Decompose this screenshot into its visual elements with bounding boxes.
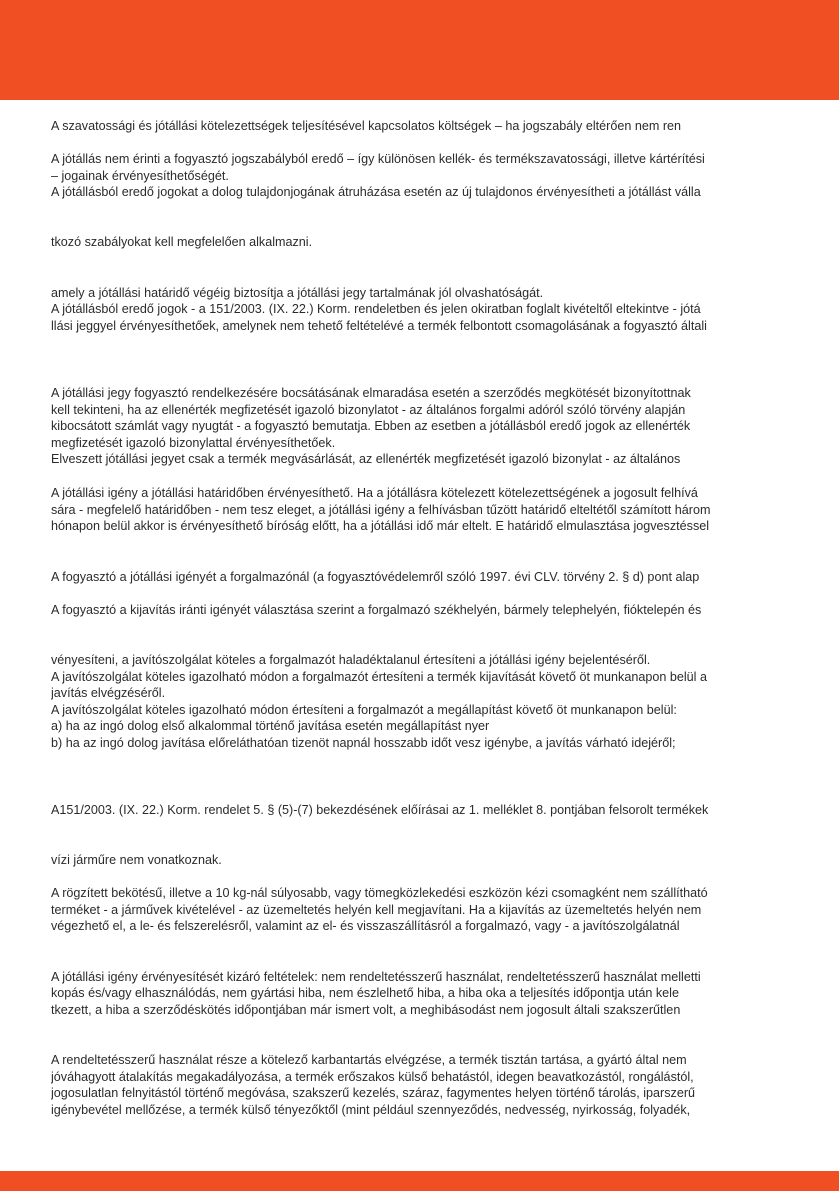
text-line: A jótállásból eredő jogok - a 151/2003. (IX. 22.) Korm. rendeletben és jelen okiratban foglalt kivételtől eltekintve - jótá [51,302,701,316]
text-line: A jótállási igény a jótállási határidőben érvényesíthető. Ha a jótállásra kötelezett kötelezettségének a jogosult felhívá [51,486,698,500]
text-line: A javítószolgálat köteles igazolható módon a forgalmazót értesíteni a termék kijavítását követő öt munkanapon belül a [51,670,707,684]
text-line: – jogainak érvényesíthetőségét. [51,169,229,183]
text-line: A jótállási igény érvényesítését kizáró feltételek: nem rendeltetésszerű használat, rendeltetésszerű használat melletti [51,970,701,984]
text-line: amely a jótállási határidő végéig biztosítja a jótállási jegy tartalmának jól olvashatóságát. [51,286,544,300]
text-line: vényesíteni, a javítószolgálat köteles a forgalmazót haladéktalanul értesíteni a jótállási igény bejelentéséről. [51,653,651,667]
text-line: A rendeltetésszerű használat része a kötelező karbantartás elvégzése, a termék tisztán tartása, a gyártó által nem [51,1053,687,1067]
text-line: A fogyasztó a kijavítás iránti igényét választása szerint a forgalmazó székhelyén, bármely telephelyén, fióktelepén és [51,603,702,617]
text-line: A szavatossági és jótállási kötelezettségek teljesítésével kapcsolatos költségek – ha jogszabály eltérően nem ren [51,119,682,133]
text-line: A jótállási jegy fogyasztó rendelkezésére bocsátásának elmaradása esetén a szerződés megkötését bizonyítottnak [51,386,691,400]
text-line: tkezett, a hiba a szerződéskötés időpontjában már ismert volt, a meghibásodást nem jogosult általi szakszerűtlen [51,1003,681,1017]
text-line: megfizetését igazoló bizonylattal érvényesíthetőek. [51,436,336,450]
text-line: b) ha az ingó dolog javítása előreláthatóan tizenöt napnál hosszabb időt vesz igénybe, a javítás várható idejéről; [51,736,676,750]
text-line: kell tekinteni, ha az ellenérték megfizetését igazoló bizonylatot - az általános forgalmi adóról szóló törvény alapján [51,403,686,417]
text-line: jogosulatlan felnyitástól történő megóvása, szakszerű kezelés, száraz, fagymentes helyen történő tárolás, iparszerű [51,1086,696,1100]
text-line: llási jeggyel érvényesíthetőek, amelynek nem tehető feltételévé a termék felbontott csomagolásának a fogyasztó általi [51,319,707,333]
text-line: A jótállásból eredő jogokat a dolog tulajdonjogának átruházása esetén az új tulajdonos érvényesítheti a jótállást válla [51,185,701,199]
text-line: kibocsátott számlát vagy nyugtát - a fogyasztó bemutatja. Ebben az esetben a jótállásból eredő jogok az ellenérték [51,419,691,433]
footer-orange-band [0,1171,839,1191]
text-line: A rögzített bekötésű, illetve a 10 kg-nál súlyosabb, vagy tömegközlekedési eszközön kézi csomagként nem szállítható [51,886,708,900]
text-line: tkozó szabályokat kell megfelelően alkalmazni. [51,235,313,249]
text-line: sára - megfelelő határidőben - nem tesz eleget, a jótállási igény a felhívásban tűzött határidő elteltétől számított három [51,503,711,517]
text-line: végezhető el, a le- és felszerelésről, valamint az el- és visszaszállításról a forgalmazó, vagy - a javítószolgálatnál [51,919,680,933]
text-line: A fogyasztó a jótállási igényét a forgalmazónál (a fogyasztóvédelemről szóló 1997. évi CLV. törvény 2. § d) pont alap [51,570,700,584]
text-line: A jótállás nem érinti a fogyasztó jogszabályból eredő – így különösen kellék- és termékszavatossági, illetve kártérítési [51,152,705,166]
text-line: javítás elvégzéséről. [51,686,166,700]
text-line: terméket - a járművek kivételével - az üzemeltetés helyén kell megjavítani. Ha a kijavítás az üzemeltetés helyén nem [51,903,702,917]
text-line: kopás és/vagy elhasználódás, nem gyártási hiba, nem észlelhető hiba, a hiba oka a teljesítés időpontja után kele [51,986,679,1000]
text-line: Elveszett jótállási jegyet csak a termék megvásárlását, az ellenérték megfizetését igazoló bizonylat - az általános [51,452,681,466]
header-orange-band [0,0,839,100]
text-line: jóváhagyott átalakítás megakadályozása, a termék erőszakos külső behatástól, idegen beavatkozástól, rongálástól, [51,1070,694,1084]
text-line: a) ha az ingó dolog első alkalommal történő javítása esetén megállapítást nyer [51,719,490,733]
text-line: vízi járműre nem vonatkoznak. [51,853,222,867]
text-line: A151/2003. (IX. 22.) Korm. rendelet 5. § (5)-(7) bekezdésének előírásai az 1. melléklet 8. pontjában felsorolt termékek [51,803,709,817]
text-line: hónapon belül akkor is érvényesíthető bíróság előtt, ha a jótállási idő már eltelt. E határidő elmulasztása jogvesztéssel [51,519,710,533]
text-line: A javítószolgálat köteles igazolható módon értesíteni a forgalmazót a megállapítást követő öt munkanapon belül: [51,703,677,717]
text-line: igénybevétel mellőzése, a termék külső tényezőktől (mint például szennyeződés, nedvesség, nyirkosság, folyadék, [51,1103,691,1117]
